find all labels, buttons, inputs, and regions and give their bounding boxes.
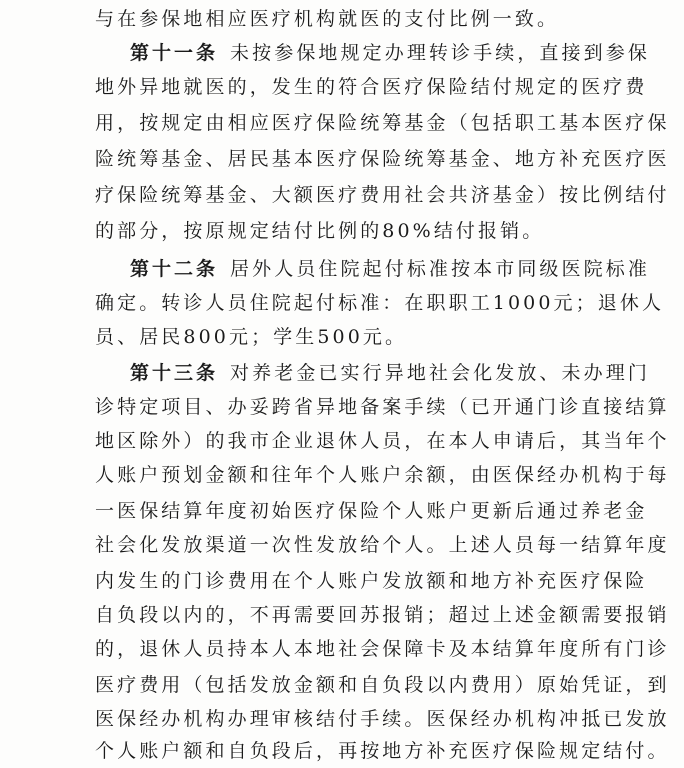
article-13-line-7: 内发生的门诊费用在个人账户发放额和地方补充医疗保险: [95, 570, 648, 592]
article-13-line-9: 的，退休人员持本人本地社会保障卡及本结算年度所有门诊: [95, 638, 670, 660]
article-11-line-1: 未按参保地规定办理转诊手续，直接到参保: [230, 42, 650, 64]
article-11-line-2: 地外异地就医的，发生的符合医疗保险结付规定的医疗费: [95, 76, 648, 98]
article-11-line-3: 用，按规定由相应医疗保险统筹基金（包括职工基本医疗保: [95, 112, 670, 134]
article-13-line-11: 医保经办机构办理审核结付手续。医保经办机构冲抵已发放: [95, 708, 670, 730]
article-11-line-4: 险统筹基金、居民基本医疗保险统筹基金、地方补充医疗医: [95, 148, 670, 170]
article-13-line-6: 社会化发放渠道一次性发放给个人。上述人员每一结算年度: [95, 534, 670, 556]
article-12-heading: 第十二条: [130, 258, 219, 280]
article-11-heading: 第十一条: [130, 42, 219, 64]
article-12-first-line: [130, 252, 650, 286]
article-13-line-1: 对养老金已实行异地社会化发放、未办理门: [230, 362, 650, 384]
article-12-line-2: 确定。转诊人员住院起付标准：在职职工1000元；退休人: [95, 292, 665, 314]
article-12-line-3: 员、居民800元；学生500元。: [95, 326, 408, 348]
article-11-line-6: 的部分，按原规定结付比例的80%结付报销。: [95, 220, 545, 242]
article-13-heading: 第十三条: [130, 362, 219, 384]
intro-line: 与在参保地相应医疗机构就医的支付比例一致。: [95, 8, 560, 30]
article-12-line-1: 居外人员住院起付标准按本市同级医院标准: [230, 258, 650, 280]
article-13-line-2: 诊特定项目、办妥跨省异地备案手续（已开通门诊直接结算: [95, 396, 670, 418]
article-13-line-10: 医疗费用（包括发放金额和自负段以内费用）原始凭证，到: [95, 674, 670, 696]
article-11-first-line: [130, 36, 650, 70]
article-13-first-line: [130, 356, 650, 390]
article-11-line-5: 疗保险统筹基金、大额医疗费用社会共济基金）按比例结付: [95, 184, 670, 206]
article-13-line-4: 人账户预划金额和往年个人账户余额，由医保经办机构于每: [95, 464, 670, 486]
article-13-line-12: 个人账户额和自负段后，再按地方补充医疗保险规定结付。: [95, 740, 670, 762]
article-13-line-3: 地区除外）的我市企业退休人员，在本人申请后，其当年个: [95, 430, 670, 452]
article-13-line-5: 一医保结算年度初始医疗保险个人账户更新后通过养老金: [95, 500, 648, 522]
article-13-line-8: 自负段以内的，不再需要回苏报销；超过上述金额需要报销: [95, 604, 670, 626]
